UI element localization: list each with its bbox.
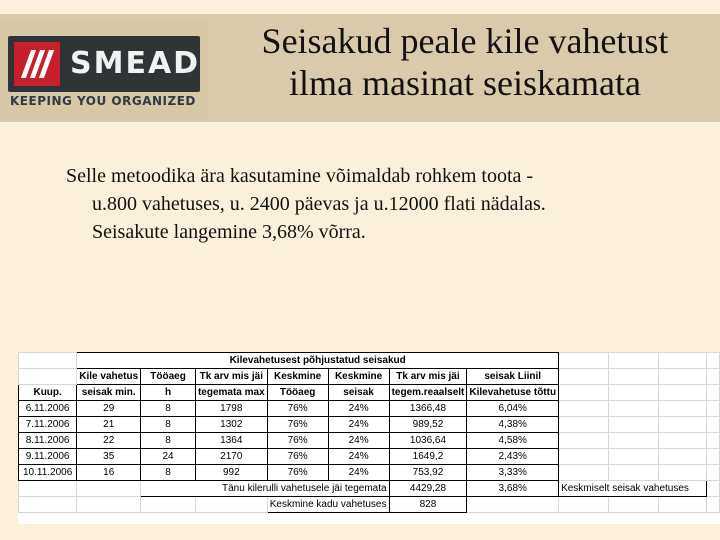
header-cell: h bbox=[141, 385, 196, 401]
data-cell: 76% bbox=[267, 433, 328, 449]
data-cell: 8 bbox=[141, 433, 196, 449]
header-cell: seisak Liinil bbox=[467, 369, 559, 385]
header-cell: Kuup. bbox=[19, 385, 77, 401]
data-cell: 21 bbox=[77, 417, 141, 433]
data-cell: 4,58% bbox=[467, 433, 559, 449]
data-cell: 1302 bbox=[195, 417, 267, 433]
header-cell: Tööaeg bbox=[141, 369, 196, 385]
summary-row-1 bbox=[19, 481, 720, 497]
data-cell: 24% bbox=[328, 401, 389, 417]
logo-badge bbox=[8, 36, 200, 92]
data-cell: 22 bbox=[77, 433, 141, 449]
spreadsheet bbox=[18, 352, 720, 524]
data-cell: 1366,48 bbox=[389, 401, 467, 417]
data-cell: 24% bbox=[328, 465, 389, 481]
data-cell: 24% bbox=[328, 433, 389, 449]
summary-row-2 bbox=[19, 497, 720, 513]
summary-note: Keskmiselt seisak vahetuses bbox=[559, 481, 707, 497]
data-cell: 8 bbox=[141, 401, 196, 417]
header-cell: Keskmine bbox=[328, 369, 389, 385]
data-cell: 76% bbox=[267, 449, 328, 465]
average-loss-value: 828 bbox=[389, 497, 467, 513]
data-cell: 992 bbox=[195, 465, 267, 481]
data-cell: 1649,2 bbox=[389, 449, 467, 465]
body-line-2: u.800 vahetuses, u. 2400 päevas ja u.12000 flati nädalas. bbox=[92, 193, 546, 215]
table-row bbox=[19, 417, 720, 433]
body-line-3: Seisakute langemine 3,68% võrra. bbox=[92, 221, 366, 243]
data-cell: 29 bbox=[77, 401, 141, 417]
data-cell: 8 bbox=[141, 465, 196, 481]
data-cell: 4,38% bbox=[467, 417, 559, 433]
header-cell: tegem.reaalselt bbox=[389, 385, 467, 401]
table-row bbox=[19, 401, 720, 417]
data-cell: 1036,64 bbox=[389, 433, 467, 449]
data-cell: 1364 bbox=[195, 433, 267, 449]
average-loss-label: Keskmine kadu vahetuses bbox=[267, 497, 389, 513]
data-cell: 2,43% bbox=[467, 449, 559, 465]
data-cell: 989,52 bbox=[389, 417, 467, 433]
caption-row bbox=[19, 353, 720, 369]
data-cell: 76% bbox=[267, 417, 328, 433]
header-cell: Tööaeg bbox=[267, 385, 328, 401]
downtime-table bbox=[18, 352, 720, 513]
data-cell: 3,33% bbox=[467, 465, 559, 481]
title-line-1: Seisakud peale kile vahetust bbox=[261, 21, 669, 61]
data-cell: 24 bbox=[141, 449, 196, 465]
body-paragraph bbox=[66, 162, 686, 246]
table-row bbox=[19, 465, 720, 481]
date-cell: 6.11.2006 bbox=[19, 401, 77, 417]
header-row-2 bbox=[19, 385, 720, 401]
summary-label: Tänu kilerulli vahetusele jäi tegemata bbox=[141, 481, 389, 497]
logo-tagline: KEEPING YOU ORGANIZED bbox=[10, 94, 196, 108]
date-cell: 8.11.2006 bbox=[19, 433, 77, 449]
title-line-2: ilma masinat seiskamata bbox=[289, 63, 641, 103]
header-cell: Tk arv mis jäi bbox=[389, 369, 467, 385]
data-cell: 76% bbox=[267, 465, 328, 481]
header-cell: Kile vahetus bbox=[77, 369, 141, 385]
data-cell: 1798 bbox=[195, 401, 267, 417]
date-cell: 9.11.2006 bbox=[19, 449, 77, 465]
logo-stripes-icon bbox=[14, 42, 60, 86]
data-cell: 8 bbox=[141, 417, 196, 433]
summary-value: 4429,28 bbox=[389, 481, 467, 497]
smead-logo bbox=[0, 20, 208, 120]
table-row bbox=[19, 449, 720, 465]
table-caption: Kilevahetusest põhjustatud seisakud bbox=[77, 353, 559, 369]
header-cell: Kilevahetuse tõttu bbox=[467, 385, 559, 401]
header-cell: Tk arv mis jäi bbox=[195, 369, 267, 385]
header-cell bbox=[19, 369, 77, 385]
data-cell: 24% bbox=[328, 449, 389, 465]
date-cell: 10.11.2006 bbox=[19, 465, 77, 481]
header-cell: seisak bbox=[328, 385, 389, 401]
logo-wordmark: SMEAD bbox=[70, 46, 201, 81]
header-cell: tegemata max bbox=[195, 385, 267, 401]
data-cell: 24% bbox=[328, 417, 389, 433]
data-cell: 753,92 bbox=[389, 465, 467, 481]
body-line-1: Selle metoodika ära kasutamine võimaldab rohkem toota - bbox=[66, 165, 534, 187]
data-cell: 2170 bbox=[195, 449, 267, 465]
data-cell: 16 bbox=[77, 465, 141, 481]
data-cell: 35 bbox=[77, 449, 141, 465]
header-cell: Keskmine bbox=[267, 369, 328, 385]
slide-title bbox=[210, 20, 720, 104]
date-cell: 7.11.2006 bbox=[19, 417, 77, 433]
summary-percent: 3,68% bbox=[467, 481, 559, 497]
header-cell: seisak min. bbox=[77, 385, 141, 401]
data-cell: 76% bbox=[267, 401, 328, 417]
header-row-1 bbox=[19, 369, 720, 385]
table-row bbox=[19, 433, 720, 449]
data-cell: 6,04% bbox=[467, 401, 559, 417]
